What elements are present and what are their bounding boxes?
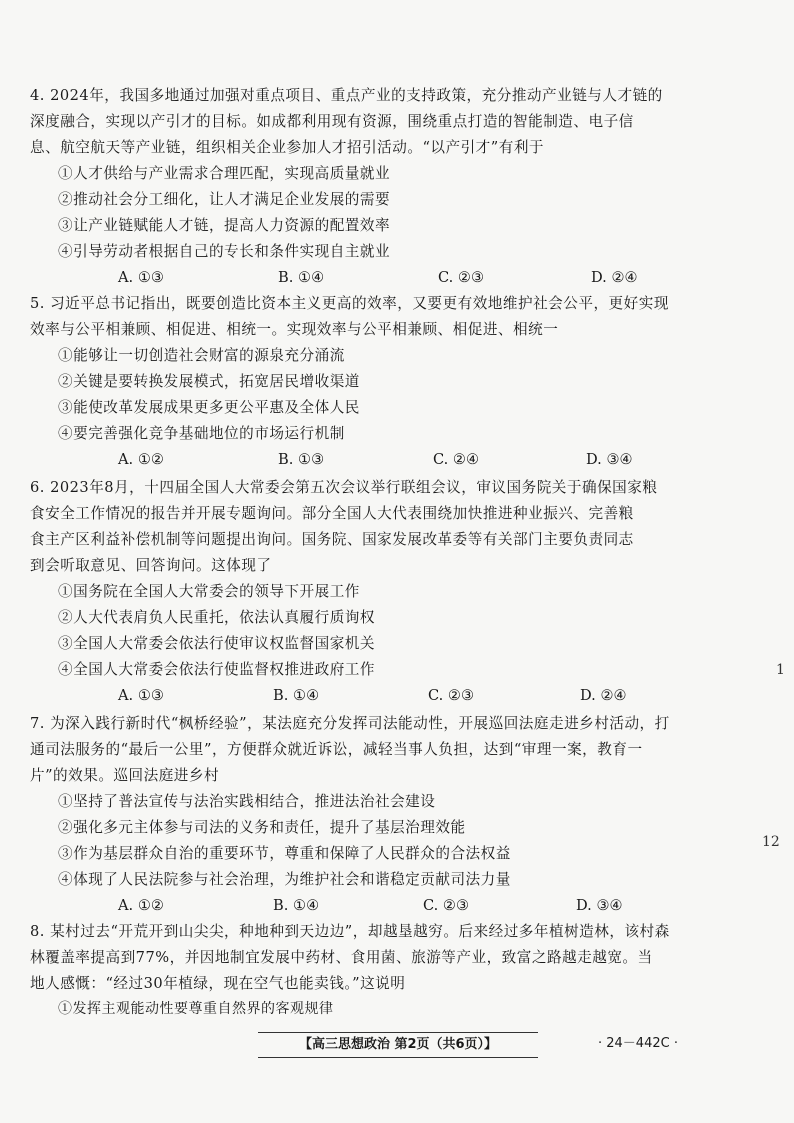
question-5-stem-line-2: 效率与公平相兼顾、相促进、相统一。实现效率与公平相兼顾、相促进、相统一: [30, 321, 559, 338]
question-7-stem-line-3: 片”的效果。巡回法庭进乡村: [30, 767, 220, 784]
question-6-item-3: ③全国人大常委会依法行使审议权监督国家机关: [58, 635, 375, 652]
question-8-stem-line-3: 地人感慨：“经过30年植绿，现在空气也能卖钱。”这说明: [30, 975, 406, 992]
question-5-choices: [118, 448, 718, 471]
question-7-item-3: ③作为基层群众自治的重要环节，尊重和保障了人民群众的合法权益: [58, 845, 511, 862]
question-7-choice-d[interactable]: D. ③④: [576, 897, 623, 914]
question-4-choice-a[interactable]: A. ①③: [118, 269, 164, 286]
question-4-item-1: ①人才供给与产业需求合理匹配，实现高质量就业: [58, 165, 391, 182]
question-7-stem-line-2: 通司法服务的“最后一公里”，方便群众就近诉讼，减轻当事人负担，达到“审理一案，教育一: [30, 741, 643, 758]
question-6-choice-b[interactable]: B. ①④: [273, 687, 320, 704]
question-7-item-2: ②强化多元主体参与司法的义务和责任，提升了基层治理效能: [58, 819, 466, 836]
question-6-stem-line-4: 到会听取意见、回答询问。这体现了: [30, 557, 272, 574]
question-6-choice-c[interactable]: C. ②③: [428, 687, 475, 704]
question-5-item-3: ③能使改革发展成果更多更公平惠及全体人民: [58, 399, 360, 416]
question-7-stem-line-1: 7. 为深入践行新时代“枫桥经验”，某法庭充分发挥司法能动性，开展巡回法庭走进乡村活动，打: [30, 715, 670, 732]
question-6-choices: [118, 684, 718, 707]
question-4-choices: [118, 266, 718, 289]
question-8-item-1: ①发挥主观能动性要尊重自然界的客观规律: [58, 1001, 334, 1017]
question-7-choice-b[interactable]: B. ①④: [273, 897, 320, 914]
question-6-choice-a[interactable]: A. ①③: [118, 687, 164, 704]
question-6-stem-line-1: 6. 2023年8月，十四届全国人大常委会第五次会议举行联组会议，审议国务院关于确保国家粮: [30, 479, 658, 496]
page-footer-code: · 24－442C ·: [598, 1036, 678, 1051]
question-5-stem-line-1: 5. 习近平总书记指出，既要创造比资本主义更高的效率，又要更有效地维护社会公平，更好实现: [30, 295, 669, 312]
question-6-item-2: ②人大代表肩负人民重托，依法认真履行质询权: [58, 609, 375, 626]
question-5-item-4: ④要完善强化竞争基础地位的市场运行机制: [58, 425, 345, 442]
question-5-item-2: ②关键是要转换发展模式，拓宽居民增收渠道: [58, 373, 360, 390]
question-5-choice-a[interactable]: A. ①②: [118, 451, 164, 468]
question-6-item-1: ①国务院在全国人大常委会的领导下开展工作: [58, 583, 360, 600]
question-6-stem-line-2: 食安全工作情况的报告并开展专题询问。部分全国人大代表围绕加快推进种业振兴、完善粮: [30, 505, 634, 522]
question-4-choice-c[interactable]: C. ②③: [438, 269, 485, 286]
margin-mark-1: 1: [776, 662, 785, 678]
question-4-item-3: ③让产业链赋能人才链，提高人力资源的配置效率: [58, 217, 391, 234]
question-6-stem-line-3: 食主产区利益补偿机制等问题提出询问。国务院、国家发展改革委等有关部门主要负责同志: [30, 531, 634, 548]
question-7-item-4: ④体现了人民法院参与社会治理，为维护社会和谐稳定贡献司法力量: [58, 871, 511, 888]
page-footer-title: 【高三思想政治 第2页（共6页）】: [258, 1032, 538, 1058]
question-5-choice-c[interactable]: C. ②④: [433, 451, 480, 468]
question-8-stem-line-1: 8. 某村过去“开荒开到山尖尖，种地种到天边边”，却越垦越穷。后来经过多年植树造林，该村森: [30, 923, 670, 940]
margin-mark-2: 12: [762, 834, 780, 850]
question-7-choice-c[interactable]: C. ②③: [423, 897, 470, 914]
question-6-item-4: ④全国人大常委会依法行使监督权推进政府工作: [58, 661, 375, 678]
question-4-choice-d[interactable]: D. ②④: [591, 269, 638, 286]
question-5-choice-d[interactable]: D. ③④: [586, 451, 633, 468]
question-4-item-2: ②推动社会分工细化，让人才满足企业发展的需要: [58, 191, 391, 208]
question-4-stem-line-2: 深度融合，实现以产引才的目标。如成都利用现有资源，围绕重点打造的智能制造、电子信: [30, 113, 634, 130]
question-7-choices: [118, 894, 718, 917]
question-4-stem-line-3: 息、航空航天等产业链，组织相关企业参加人才招引活动。“以产引才”有利于: [30, 139, 545, 156]
question-7-item-1: ①坚持了普法宣传与法治实践相结合，推进法治社会建设: [58, 793, 436, 810]
question-5-item-1: ①能够让一切创造社会财富的源泉充分涌流: [58, 347, 345, 364]
question-4-choice-b[interactable]: B. ①④: [278, 269, 325, 286]
question-8-stem-line-2: 林覆盖率提高到77%，并因地制宜发展中药材、食用菌、旅游等产业，致富之路越走越宽。当: [30, 949, 653, 966]
question-7-choice-a[interactable]: A. ①②: [118, 897, 164, 914]
question-4-stem-line-1: 4. 2024年，我国多地通过加强对重点项目、重点产业的支持政策，充分推动产业链与人才链的: [30, 87, 663, 104]
question-5-choice-b[interactable]: B. ①③: [278, 451, 325, 468]
question-6-choice-d[interactable]: D. ②④: [580, 687, 627, 704]
question-4-item-4: ④引导劳动者根据自己的专长和条件实现自主就业: [58, 243, 391, 260]
